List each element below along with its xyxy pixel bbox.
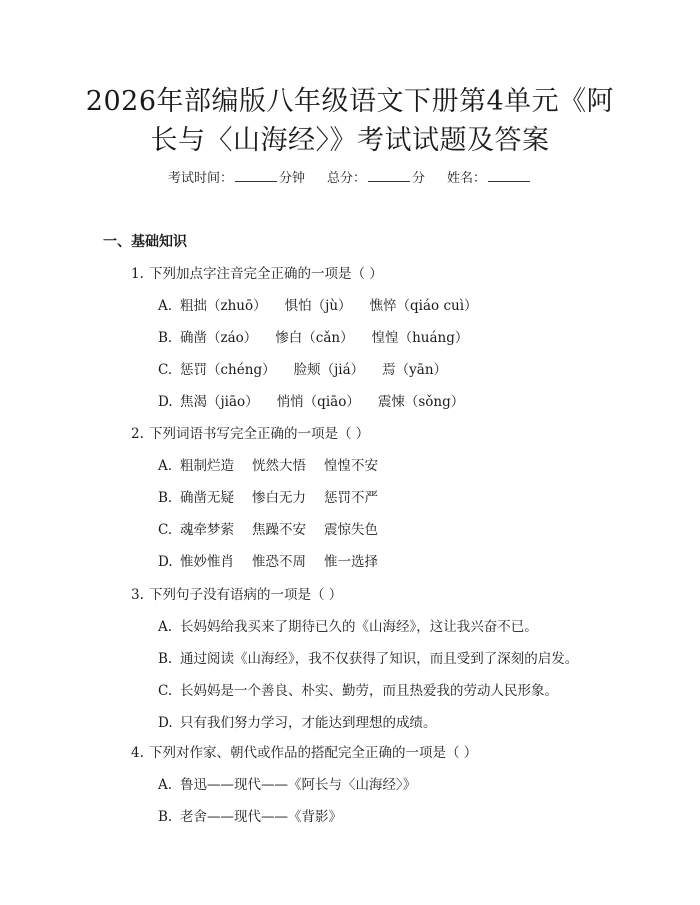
- option-text: 通过阅读《山海经》，我不仅获得了知识，而且受到了深刻的启发。: [180, 651, 579, 667]
- answer-option: [158, 550, 378, 570]
- answer-option: [158, 773, 416, 793]
- option-text: 长妈妈给我买来了期待已久的《山海经》，这让我兴奋不已。: [180, 619, 538, 635]
- option-text: 惧怕（jù）: [284, 298, 352, 314]
- option-text: 粗制烂造: [180, 458, 234, 474]
- question-text: 下列词语书写完全正确的一项是（ ）: [149, 426, 370, 442]
- answer-option: [158, 647, 578, 667]
- option-text: 长妈妈是一个善良、朴实、勤劳，而且热爱我的劳动人民形象。: [180, 683, 558, 699]
- answer-option: [158, 805, 342, 825]
- option-letter: C.: [158, 362, 173, 378]
- option-letter: A.: [158, 458, 173, 474]
- name-label: 姓名：: [447, 171, 487, 186]
- answer-option: [158, 615, 538, 635]
- option-text: 魂牵梦萦: [180, 522, 234, 538]
- option-text: 恍然大悟: [252, 458, 306, 474]
- option-letter: A.: [158, 777, 173, 793]
- answer-option: [158, 326, 468, 346]
- answer-option: [158, 679, 558, 699]
- answer-option: [158, 518, 378, 538]
- option-letter: B.: [158, 809, 173, 825]
- option-letter: C.: [158, 522, 173, 538]
- option-text: 老舍——现代——《背影》: [180, 809, 342, 825]
- option-text: 惩罚不严: [324, 490, 378, 506]
- answer-option: [158, 711, 437, 731]
- option-text: 惶惶（huáng）: [371, 330, 469, 346]
- question-number: 3.: [131, 587, 144, 603]
- option-text: 惨白无力: [252, 490, 306, 506]
- question-text: 下列对作家、朝代或作品的搭配完全正确的一项是（ ）: [149, 745, 478, 761]
- option-text: 焉（yān）: [382, 362, 448, 378]
- answer-option: [158, 390, 464, 410]
- question-stem: [131, 583, 342, 603]
- exam-time-label: 考试时间：: [167, 171, 233, 186]
- option-text: 惟妙惟肖: [180, 554, 234, 570]
- name-blank: [488, 169, 530, 182]
- option-text: 焦躁不安: [252, 522, 306, 538]
- option-letter: B.: [158, 490, 173, 506]
- question-number: 4.: [131, 745, 144, 761]
- option-letter: B.: [158, 330, 173, 346]
- section-heading: 一、基础知识: [103, 234, 187, 250]
- option-text: 焦渴（jiāo）: [180, 394, 259, 410]
- option-letter: B.: [158, 651, 173, 667]
- total-score-label: 总分：: [326, 171, 366, 186]
- answer-option: [158, 454, 378, 474]
- option-text: 震悚（sǒng）: [377, 394, 465, 410]
- exam-time-unit: 分钟: [278, 171, 305, 186]
- answer-option: [158, 358, 447, 378]
- option-text: 惨白（cǎn）: [275, 330, 354, 346]
- option-text: 鲁迅——现代——《阿长与〈山海经〉》: [180, 777, 417, 793]
- option-text: 确凿（záo）: [180, 330, 258, 346]
- option-letter: A.: [158, 298, 173, 314]
- option-text: 惶惶不安: [324, 458, 378, 474]
- question-stem: [131, 741, 477, 761]
- page-title-line-2: 长与〈山海经〉》考试试题及答案: [150, 125, 550, 156]
- question-text: 下列句子没有语病的一项是（ ）: [149, 587, 343, 603]
- option-letter: D.: [158, 394, 173, 410]
- exam-time-blank: [235, 169, 277, 182]
- exam-meta: [0, 167, 700, 186]
- option-letter: A.: [158, 619, 173, 635]
- page-title-line-1: 2026年部编版八年级语文下册第4单元《阿: [85, 86, 615, 117]
- option-letter: C.: [158, 683, 173, 699]
- answer-option: [158, 294, 478, 314]
- question-number: 2.: [131, 426, 144, 442]
- question-stem: [131, 262, 383, 282]
- question-text: 下列加点字注音完全正确的一项是（ ）: [149, 266, 383, 282]
- option-letter: D.: [158, 554, 173, 570]
- total-score-blank: [368, 169, 410, 182]
- option-text: 憔悴（qiáo cuì）: [369, 298, 478, 314]
- option-text: 确凿无疑: [180, 490, 234, 506]
- total-score-unit: 分: [412, 171, 426, 186]
- option-text: 震惊失色: [324, 522, 378, 538]
- option-text: 只有我们努力学习，才能达到理想的成绩。: [180, 715, 437, 731]
- question-number: 1.: [131, 266, 144, 282]
- option-text: 惩罚（chéng）: [180, 362, 276, 378]
- option-text: 惟恐不周: [252, 554, 306, 570]
- option-letter: D.: [158, 715, 173, 731]
- option-text: 悄悄（qiāo）: [276, 394, 360, 410]
- answer-option: [158, 486, 378, 506]
- option-text: 惟一选择: [324, 554, 378, 570]
- option-text: 脸颊（jiá）: [293, 362, 365, 378]
- option-text: 粗拙（zhuō）: [180, 298, 267, 314]
- question-stem: [131, 422, 369, 442]
